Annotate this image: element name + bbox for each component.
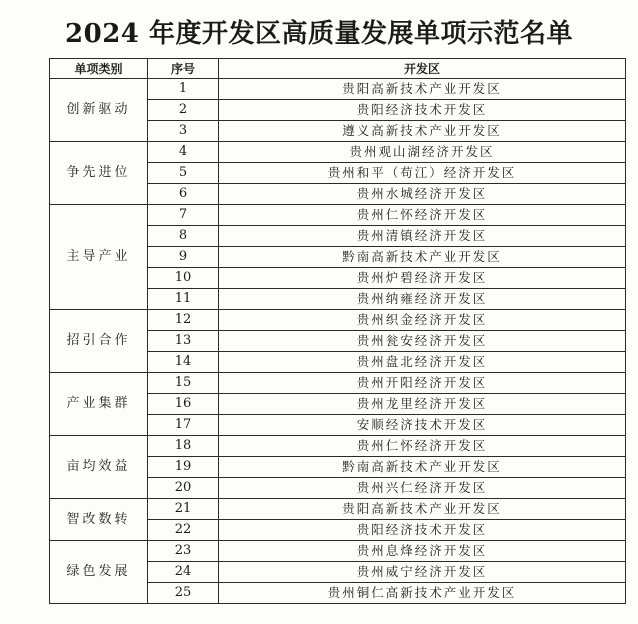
zone-cell: 贵阳经济技术开发区: [219, 100, 626, 121]
header-row: [50, 59, 626, 79]
category-cell: 创新驱动: [50, 79, 148, 142]
number-cell: 12: [148, 310, 219, 331]
number-cell: 22: [148, 520, 219, 541]
zone-cell: 贵阳高新技术产业开发区: [219, 499, 626, 520]
number-cell: 3: [148, 121, 219, 142]
category-cell: 招引合作: [50, 310, 148, 373]
number-cell: 2: [148, 100, 219, 121]
zone-cell: 贵州龙里经济开发区: [219, 394, 626, 415]
number-cell: 4: [148, 142, 219, 163]
table-row: [50, 541, 626, 562]
zone-cell: 黔南高新技术产业开发区: [219, 247, 626, 268]
zone-cell: 贵州仁怀经济开发区: [219, 436, 626, 457]
zone-cell: 贵州织金经济开发区: [219, 310, 626, 331]
table-row: [50, 499, 626, 520]
zone-cell: 安顺经济技术开发区: [219, 415, 626, 436]
category-cell: 主导产业: [50, 205, 148, 310]
number-cell: 9: [148, 247, 219, 268]
number-cell: 6: [148, 184, 219, 205]
table-header: [50, 59, 626, 79]
zone-cell: 贵州铜仁高新技术产业开发区: [219, 583, 626, 604]
number-cell: 14: [148, 352, 219, 373]
document-title: 2024 年度开发区高质量发展单项示范名单: [65, 19, 573, 49]
number-cell: 19: [148, 457, 219, 478]
number-cell: 24: [148, 562, 219, 583]
table-row: [50, 205, 626, 226]
number-cell: 8: [148, 226, 219, 247]
zone-cell: 贵州盘北经济开发区: [219, 352, 626, 373]
header-number: 序号: [148, 59, 219, 79]
number-cell: 25: [148, 583, 219, 604]
number-cell: 7: [148, 205, 219, 226]
zone-cell: 贵阳经济技术开发区: [219, 520, 626, 541]
number-cell: 10: [148, 268, 219, 289]
zone-cell: 贵州威宁经济开发区: [219, 562, 626, 583]
table-body: [50, 79, 626, 604]
demonstration-list-table: [49, 58, 626, 604]
zone-cell: 贵州清镇经济开发区: [219, 226, 626, 247]
table-row: [50, 436, 626, 457]
zone-cell: 贵州息烽经济开发区: [219, 541, 626, 562]
zone-cell: 贵州仁怀经济开发区: [219, 205, 626, 226]
category-cell: 绿色发展: [50, 541, 148, 604]
number-cell: 13: [148, 331, 219, 352]
number-cell: 21: [148, 499, 219, 520]
number-cell: 20: [148, 478, 219, 499]
number-cell: 17: [148, 415, 219, 436]
number-cell: 15: [148, 373, 219, 394]
zone-cell: 贵州水城经济开发区: [219, 184, 626, 205]
zone-cell: 贵州瓮安经济开发区: [219, 331, 626, 352]
table-row: [50, 79, 626, 100]
number-cell: 5: [148, 163, 219, 184]
category-cell: 争先进位: [50, 142, 148, 205]
header-category: 单项类别: [50, 59, 148, 79]
table-row: [50, 310, 626, 331]
zone-cell: 遵义高新技术产业开发区: [219, 121, 626, 142]
zone-cell: 贵州兴仁经济开发区: [219, 478, 626, 499]
number-cell: 16: [148, 394, 219, 415]
number-cell: 18: [148, 436, 219, 457]
zone-cell: 贵州纳雍经济开发区: [219, 289, 626, 310]
zone-cell: 黔南高新技术产业开发区: [219, 457, 626, 478]
zone-cell: 贵州和平（苟江）经济开发区: [219, 163, 626, 184]
header-zone: 开发区: [219, 59, 626, 79]
zone-cell: 贵阳高新技术产业开发区: [219, 79, 626, 100]
category-cell: 亩均效益: [50, 436, 148, 499]
zone-cell: 贵州开阳经济开发区: [219, 373, 626, 394]
number-cell: 1: [148, 79, 219, 100]
number-cell: 23: [148, 541, 219, 562]
zone-cell: 贵州观山湖经济开发区: [219, 142, 626, 163]
category-cell: 产业集群: [50, 373, 148, 436]
table-row: [50, 142, 626, 163]
table-row: [50, 373, 626, 394]
number-cell: 11: [148, 289, 219, 310]
zone-cell: 贵州炉碧经济开发区: [219, 268, 626, 289]
category-cell: 智改数转: [50, 499, 148, 541]
